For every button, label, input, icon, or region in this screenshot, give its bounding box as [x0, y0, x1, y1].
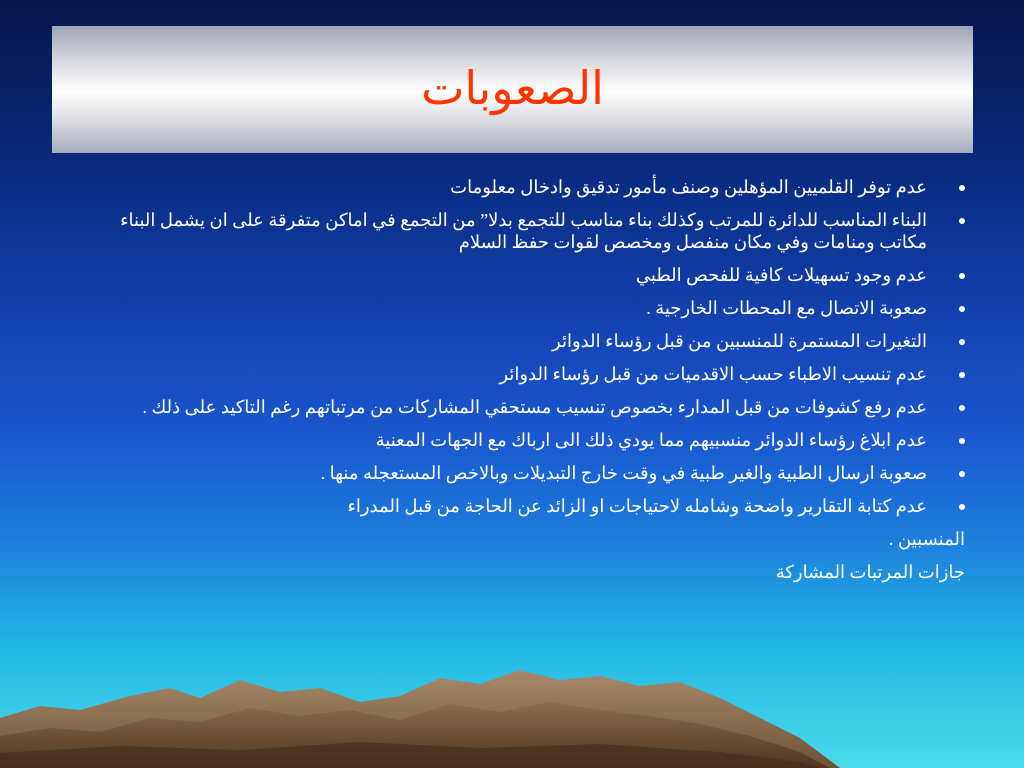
title-banner: [52, 26, 973, 153]
list-item-text: عدم كتابة التقارير واضحة وشامله لاحتياجات او الزائد عن الحاجة من قبل المدراء: [347, 496, 927, 516]
list-item: [70, 363, 965, 385]
list-item: [70, 330, 965, 352]
bullet-dot-icon: [959, 273, 965, 279]
list-item-text: التغيرات المستمرة للمنسبين من قبل رؤساء الدوائر: [552, 331, 927, 351]
list-item-text: البناء المناسب للدائرة للمرتب وكذلك بناء مناسب للتجمع بدلا” من التجمع في اماكن متفرقة على ان يشمل البناء مكاتب ومنامات وفي مكان منفصل ومخصص لقوات حفظ السلام: [120, 210, 927, 252]
list-item-text: عدم وجود تسهيلات كافية للفحص الطبي: [635, 265, 927, 285]
list-item-text: عدم تنسيب الاطباء حسب الاقدميات من قبل رؤساء الدوائر: [499, 364, 927, 384]
list-item: [70, 297, 965, 319]
bullet-dot-icon: [959, 405, 965, 411]
list-item-text: عدم توفر القلميين المؤهلين وصنف مأمور تدقيق وادخال معلومات: [450, 177, 927, 197]
slide-body: [70, 176, 965, 594]
bullet-list: [70, 176, 965, 517]
list-item: [70, 396, 965, 418]
list-item: [70, 209, 965, 253]
mountain-range-image: [0, 658, 1024, 768]
bullet-dot-icon: [959, 218, 965, 224]
bullet-dot-icon: [959, 306, 965, 312]
list-item-text: عدم ابلاغ رؤساء الدوائر منسبيهم مما يودي ذلك الى ارباك مع الجهات المعنية: [375, 430, 927, 450]
trailing-line: جازات المرتبات المشاركة: [775, 562, 965, 582]
list-item: [70, 495, 965, 517]
list-item-text: صعوبة ارسال الطبية والغير طبية في وقت خارج التبديلات وبالاخص المستعجله منها .: [320, 463, 927, 483]
list-item: [70, 264, 965, 286]
bullet-dot-icon: [959, 504, 965, 510]
list-item: [70, 429, 965, 451]
list-item: [70, 462, 965, 484]
list-item-text: صعوبة الاتصال مع المحطات الخارجية .: [646, 298, 927, 318]
bullet-dot-icon: [959, 339, 965, 345]
trailing-line: المنسبين .: [889, 529, 965, 549]
bullet-dot-icon: [959, 471, 965, 477]
list-item-text: عدم رفع كشوفات من قبل المدارء بخصوص تنسيب مستحقي المشاركات من مرتباتهم رغم التاكيد على ذلك .: [142, 397, 927, 417]
slide-title: الصعوبات: [421, 62, 604, 114]
bullet-dot-icon: [959, 372, 965, 378]
bullet-dot-icon: [959, 185, 965, 191]
bullet-dot-icon: [959, 438, 965, 444]
list-item: [70, 176, 965, 198]
